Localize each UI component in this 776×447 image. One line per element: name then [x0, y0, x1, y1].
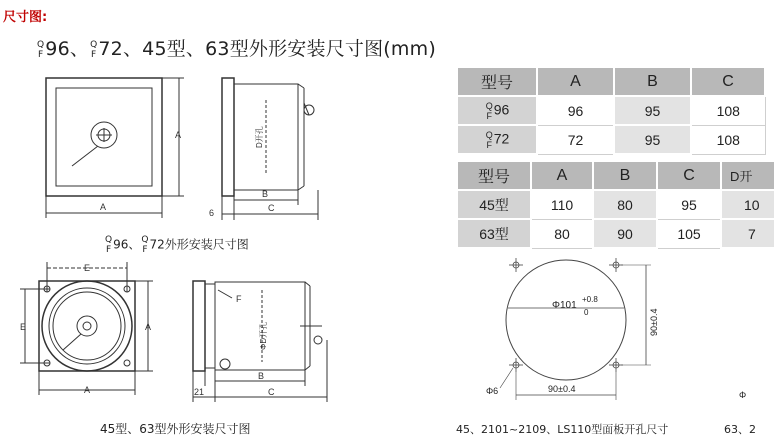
- th-a: A: [531, 161, 593, 190]
- cell-c: 105: [657, 219, 721, 248]
- title-part-1: 96、: [45, 38, 90, 60]
- caption-1b: 72外形安装尺寸图: [149, 237, 249, 252]
- qf-mark: Q F: [90, 39, 98, 60]
- dim-b: B: [262, 189, 269, 199]
- cell-c: 95: [657, 190, 721, 219]
- cell-c: 108: [691, 96, 765, 125]
- table-row: [457, 96, 765, 125]
- th-model: 型号: [457, 161, 531, 190]
- qf-mark: Q F: [141, 235, 149, 255]
- cell-a: 110: [531, 190, 593, 219]
- th-model: 型号: [457, 67, 537, 96]
- tol-upper: +0.8: [582, 295, 598, 304]
- cell-b: 95: [614, 96, 691, 125]
- qf-mark: Q F: [105, 235, 113, 255]
- caption-right-cut: 63、2: [724, 423, 756, 436]
- phi-label: Φ101: [552, 300, 577, 311]
- dim-d-hole: D开孔: [255, 126, 264, 148]
- dim-e-side: E: [20, 322, 27, 332]
- cell-model: Q F 72: [457, 125, 537, 154]
- dim-b-2: B: [258, 371, 265, 381]
- dim-c-2: C: [268, 387, 275, 397]
- horizontal-dim: 90±0.4: [548, 384, 576, 394]
- dim-phid-hole: ΦD开孔: [259, 321, 268, 350]
- dim-e-top: E: [84, 263, 91, 273]
- dim-a-side-2: A: [145, 322, 152, 332]
- spec-table-2: [456, 160, 776, 249]
- dim-a-side: A: [175, 130, 182, 140]
- cell-c: 108: [691, 125, 765, 154]
- table-row: [457, 219, 775, 248]
- th-a: A: [537, 67, 614, 96]
- cell-a: 96: [537, 96, 614, 125]
- table-row: [457, 190, 775, 219]
- dim-a-bottom-2: A: [84, 385, 91, 395]
- section-label: 尺寸图:: [3, 10, 48, 25]
- cell-b: 90: [593, 219, 657, 248]
- dim-six: 6: [209, 208, 215, 218]
- cell-a: 72: [537, 125, 614, 154]
- cell-model: 45型: [457, 190, 531, 219]
- cell-model: Q F 96: [457, 96, 537, 125]
- cell-model: 63型: [457, 219, 531, 248]
- qf-mark: Q F: [37, 39, 45, 60]
- dim-a-bottom: A: [100, 202, 107, 212]
- caption-1a: 96、: [113, 237, 141, 252]
- cell-a: 80: [531, 219, 593, 248]
- th-c: C: [657, 161, 721, 190]
- cell-b: 80: [593, 190, 657, 219]
- caption-drawing-2: 45型、63型外形安装尺寸图: [100, 422, 251, 436]
- cell-b: 95: [614, 125, 691, 154]
- caption-drawing-1: [104, 235, 249, 255]
- dim-21: 21: [194, 387, 205, 397]
- panel-cutout-drawing: [456, 250, 758, 447]
- th-b: B: [614, 67, 691, 96]
- right-phi: Φ: [739, 390, 747, 400]
- th-b: B: [593, 161, 657, 190]
- dim-c: C: [268, 203, 275, 213]
- tol-lower: 0: [584, 308, 589, 317]
- cell-d: 10: [721, 190, 775, 219]
- dim-f: F: [236, 294, 242, 304]
- th-c: C: [691, 67, 765, 96]
- table-row: [457, 125, 765, 154]
- caption-panel-cutout: 45、2101~2109、LS110型面板开孔尺寸: [456, 423, 669, 436]
- th-d: D开: [721, 161, 775, 190]
- hole-label: Φ6: [486, 386, 499, 396]
- title-part-2: 72、45型、63型外形安装尺寸图(mm): [98, 38, 436, 60]
- vertical-dim: 90±0.4: [649, 308, 659, 336]
- spec-table-1: [456, 66, 766, 155]
- cell-d: 7: [721, 219, 775, 248]
